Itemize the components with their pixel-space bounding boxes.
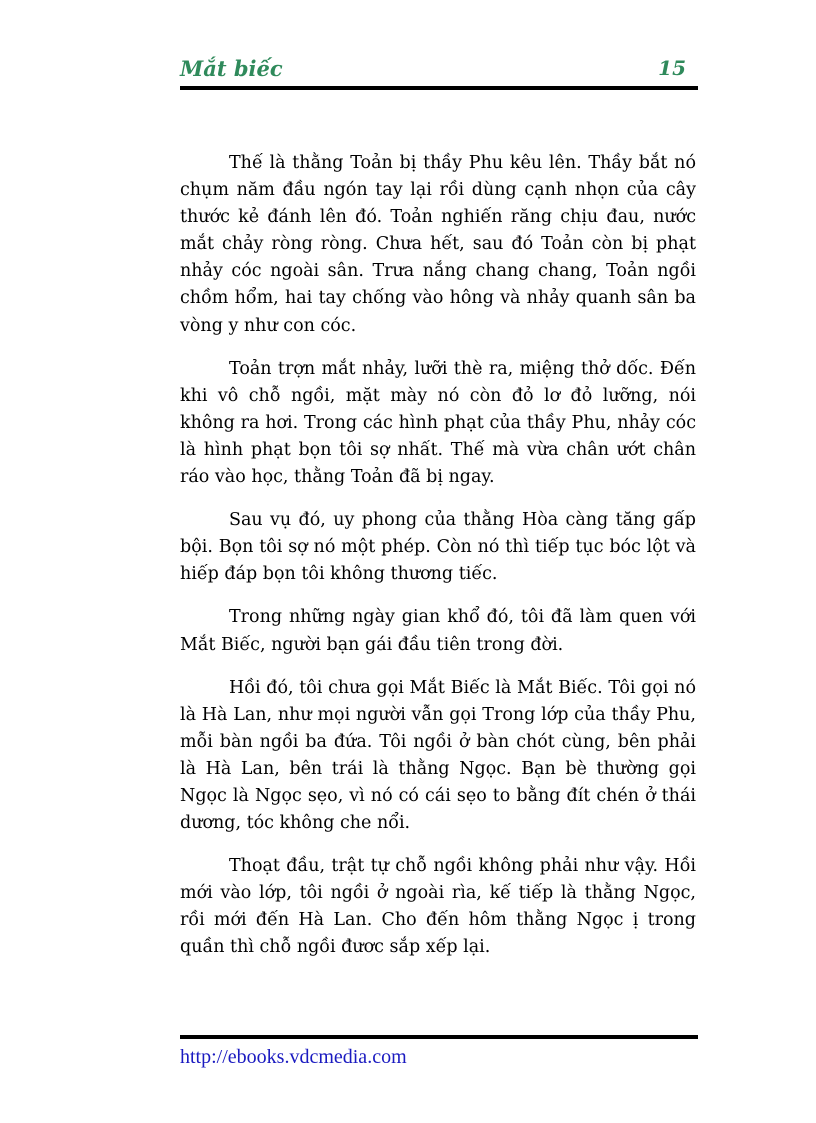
footer-divider [180,1035,698,1039]
paragraph: Toản trợn mắt nhảy, lưỡi thè ra, miệng thở dốc. Đến khi vô chỗ ngồi, mặt mày nó còn đỏ lơ đỏ lưỡng, nói không ra hơi. Trong các hình phạt của thầy Phu, nhảy cóc là hình phạt bọn tôi sợ nhất. Thế mà vừa chân ướt chân ráo vào học, thằng Toản đã bị ngay. [180,358,696,488]
website-link[interactable]: http://ebooks.vdcmedia.com [180,1046,407,1068]
paragraph: Hồi đó, tôi chưa gọi Mắt Biếc là Mắt Biếc. Tôi gọi nó là Hà Lan, như mọi người vẫn gọi Trong lớp của thầy Phu, mỗi bàn ngồi ba đứa. Tôi ngồi ở bàn chót cùng, bên phải là Hà Lan, bên trái là thằng Ngọc. Bạn bè thường gọi Ngọc là Ngọc sẹo, vì nó có cái sẹo to bằng đít chén ở thái dương, tóc không che nổi. [180,677,696,834]
page-number: 15 [658,56,686,80]
body-text [180,150,696,978]
paragraph: Thoạt đầu, trật tự chỗ ngồi không phải như vậy. Hồi mới vào lớp, tôi ngồi ở ngoài rìa, kế tiếp là thằng Ngọc, rồi mới đến Hà Lan. Cho đến hôm thằng Ngọc ị trong quần thì chỗ ngồi đươc sắp xếp lại. [180,856,696,958]
paragraph: Sau vụ đó, uy phong của thằng Hòa càng tăng gấp bội. Bọn tôi sợ nó một phép. Còn nó thì tiếp tục bóc lột và hiếp đáp bọn tôi không thương tiếc. [180,510,696,585]
paragraph: Trong những ngày gian khổ đó, tôi đã làm quen với Mắt Biếc, người bạn gái đầu tiên trong đời. [180,607,696,655]
page-header [180,56,698,86]
header-divider [180,86,698,90]
book-title: Mắt biếc [180,56,283,81]
paragraph: Thế là thằng Toản bị thầy Phu kêu lên. Thầy bắt nó chụm năm đầu ngón tay lại rồi dùng cạnh nhọn của cây thước kẻ đánh lên đó. Toản nghiến răng chịu đau, nước mắt chảy ròng ròng. Chưa hết, sau đó Toản còn bị phạt nhảy cóc ngoài sân. Trưa nắng chang chang, Toản ngồi chồm hổm, hai tay chống vào hông và nhảy quanh sân ba vòng y như con cóc. [180,153,696,336]
